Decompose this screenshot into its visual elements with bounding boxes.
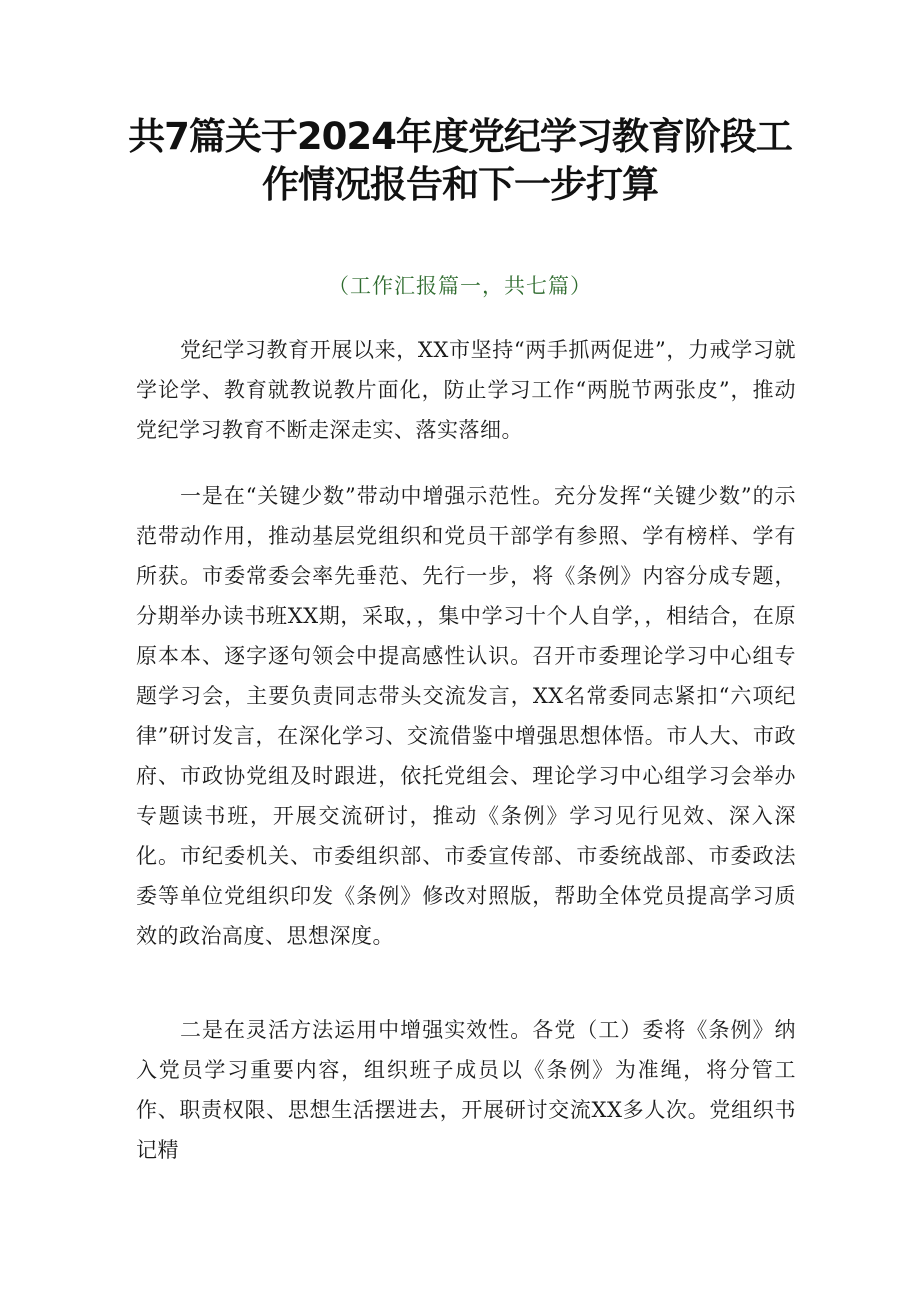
document-subtitle: （工作汇报篇一，共七篇） [328, 274, 592, 298]
document-title-line-1: 共7篇关于2024年度党纪学习教育阶段工 [128, 115, 792, 158]
paragraph-point-two: 二是在灵活方法运用中增强实效性。各党（工）委将《条例》纳入党员学习重要内容，组织班子成员以《条例》为准绳，将分管工作、职责权限、思想生活摆进去，开展研讨交流XX多人次。党组织书记精 [136, 1018, 796, 1162]
paragraph-point-one: 一是在“关键少数”带动中增强示范性。充分发挥“关键少数”的示范带动作用，推动基层党组织和党员干部学有参照、学有榜样、学有所获。市委常委会率先垂范、先行一步，将《条例》内容分成专题，分期举办读书班XX期，采取，，集中学习十个人自学，，相结合，在原原本本、逐字逐句领会中提高感性认识。召开市委理论学习中心组专题学习会，主要负责同志带头交流发言，XX名常委同志紧扣“六项纪律”研讨发言，在深化学习、交流借鉴中增强思想体悟。市人大、市政府、市政协党组及时跟进，依托党组会、理论学习中心组学习会举办专题读书班，开展交流研讨，推动《条例》学习见行见效、深入深化。市纪委机关、市委组织部、市委宣传部、市委统战部、市委政法委等单位党组织印发《条例》修改对照版，帮助全体党员提高学习质效的政治高度、思想深度。 [136, 484, 796, 948]
paragraph-intro: 党纪学习教育开展以来，XX市坚持“两手抓两促进”，力戒学习就学论学、教育就教说教片面化，防止学习工作“两脱节两张皮”，推动党纪学习教育不断走深走实、落实落细。 [136, 338, 796, 442]
document-title-line-2: 作情况报告和下一步打算 [262, 163, 658, 206]
